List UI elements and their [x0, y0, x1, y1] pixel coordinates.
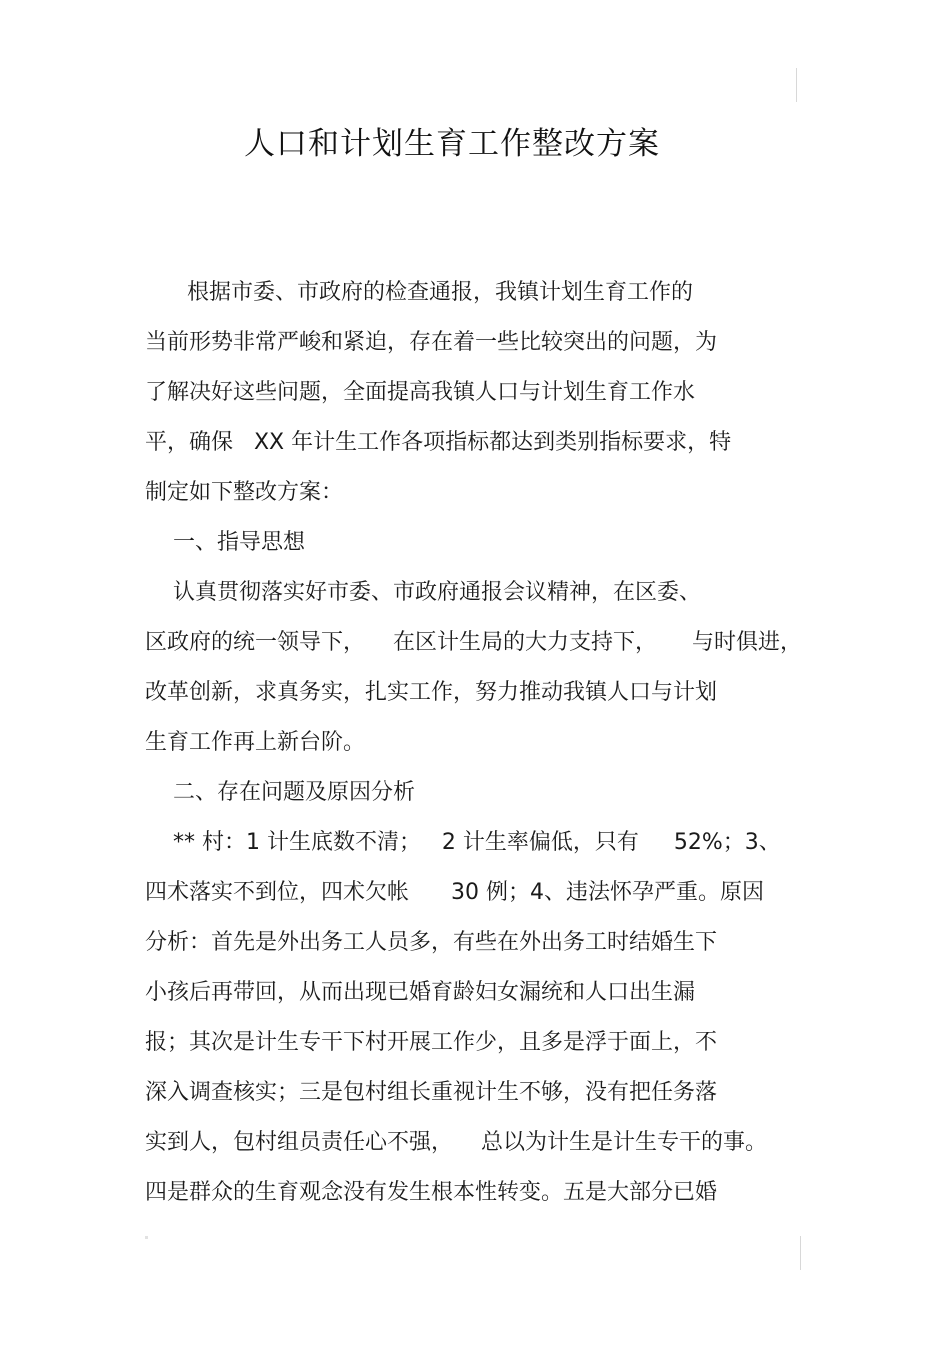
crop-mark-bottom-left — [145, 1236, 148, 1239]
section-heading-problems-analysis: 二、存在问题及原因分析 — [145, 780, 415, 805]
crop-mark-bottom-right — [800, 1236, 801, 1270]
body-line: 区政府的统一领导下， 在区计生局的大力支持下， 与时俱进， — [145, 630, 802, 655]
body-line: 报；其次是计生专干下村开展工作少，且多是浮于面上，不 — [145, 1030, 718, 1055]
crop-mark-top-right — [796, 68, 797, 102]
body-line: 实到人，包村组员责任心不强， 总以为计生是计生专干的事。 — [145, 1130, 767, 1155]
body-line: 四术落实不到位，四术欠帐 30 例；4、违法怀孕严重。原因 — [145, 880, 764, 905]
body-line: 小孩后再带回，从而出现已婚育龄妇女漏统和人口出生漏 — [145, 980, 696, 1005]
body-line: 当前形势非常严峻和紧迫，存在着一些比较突出的问题，为 — [145, 330, 718, 355]
body-line: 改革创新，求真务实，扎实工作，努力推动我镇人口与计划 — [145, 680, 718, 705]
body-line: 认真贯彻落实好市委、市政府通报会议精神，在区委、 — [145, 580, 701, 605]
body-line: ** 村：1 计生底数不清； 2 计生率偏低，只有 52%；3、 — [145, 830, 781, 855]
document-title: 人口和计划生育工作整改方案 — [244, 126, 660, 162]
body-line: 分析：首先是外出务工人员多，有些在外出务工时结婚生下 — [145, 930, 718, 955]
body-line: 生育工作再上新台阶。 — [145, 730, 366, 755]
body-line: 了解决好这些问题，全面提高我镇人口与计划生育工作水 — [145, 380, 696, 405]
body-line: 平，确保 XX 年计生工作各项指标都达到类别指标要求，特 — [145, 430, 732, 455]
body-line: 深入调查核实；三是包村组长重视计生不够，没有把任务落 — [145, 1080, 718, 1105]
section-heading-guiding-ideology: 一、指导思想 — [145, 530, 305, 555]
document-body — [145, 268, 825, 1218]
body-line: 制定如下整改方案： — [145, 480, 344, 505]
body-line: 根据市委、市政府的检查通报，我镇计划生育工作的 — [145, 280, 693, 305]
body-line: 四是群众的生育观念没有发生根本性转变。五是大部分已婚 — [145, 1180, 718, 1205]
